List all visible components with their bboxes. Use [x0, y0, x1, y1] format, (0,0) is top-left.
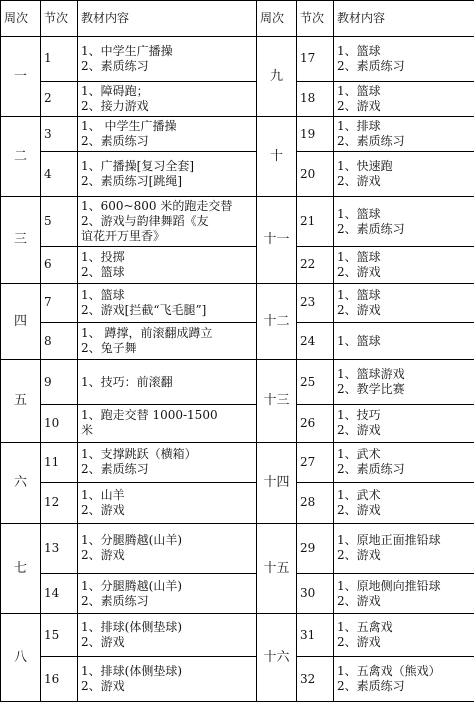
content-line: 1、 中学生广播操	[81, 119, 177, 134]
content-cell	[78, 323, 257, 360]
content-line: 1、篮球游戏	[337, 367, 405, 382]
content-cell	[334, 523, 474, 573]
content-line: 2、素质练习	[81, 58, 149, 73]
week-cell: 六	[1, 442, 41, 523]
content-cell	[78, 573, 257, 614]
content-cell	[78, 483, 257, 524]
content-line: 2、游戏	[337, 174, 381, 189]
content-line: 1、中学生广播操	[81, 43, 173, 58]
lesson-number: 8	[41, 323, 78, 360]
lesson-number: 1	[41, 37, 78, 82]
content-line: 1、篮球	[337, 83, 381, 98]
lesson-number: 24	[297, 323, 334, 360]
header-lesson: 节次	[297, 1, 334, 37]
content-cell	[78, 657, 257, 702]
content-line: 2、游戏	[337, 423, 381, 438]
content-line: 2、游戏	[337, 98, 381, 113]
lesson-number: 21	[297, 197, 334, 247]
content-line: 2、教学比赛	[337, 382, 405, 397]
lesson-number: 16	[41, 657, 78, 702]
lesson-number: 15	[41, 614, 78, 657]
content-line: 1、排球(体侧垫球)	[81, 664, 182, 679]
content-line: 2、素质练习	[337, 134, 405, 149]
content-cell	[334, 483, 474, 524]
lesson-number: 9	[41, 360, 78, 405]
content-line: 谊花开万里香》	[81, 229, 166, 244]
content-cell	[334, 152, 474, 197]
table-row	[1, 360, 474, 405]
content-line: 1、原地侧向推铅球	[337, 578, 441, 593]
content-line: 1、投掷	[81, 249, 125, 264]
content-cell	[78, 442, 257, 483]
content-line: 1、技巧：前滚翻	[81, 374, 173, 389]
table-row	[1, 573, 474, 614]
content-cell	[334, 442, 474, 483]
week-cell: 十六	[257, 614, 297, 702]
content-line: 2、游戏	[337, 502, 381, 517]
header-row	[1, 1, 474, 37]
content-cell	[78, 152, 257, 197]
content-cell	[334, 117, 474, 152]
header-week: 周次	[1, 1, 41, 37]
table-row	[1, 81, 474, 116]
lesson-number: 2	[41, 81, 78, 116]
content-cell	[334, 614, 474, 657]
content-line: 1、跑走交替 1000-1500	[81, 408, 218, 423]
table-row	[1, 152, 474, 197]
lesson-number: 17	[297, 37, 334, 82]
header-content: 教材内容	[334, 1, 474, 37]
week-cell: 十	[257, 117, 297, 197]
lesson-number: 3	[41, 117, 78, 152]
lesson-number: 20	[297, 152, 334, 197]
content-line: 2、素质练习	[337, 221, 405, 236]
content-line: 1、山羊	[81, 487, 125, 502]
table-row	[1, 247, 474, 283]
content-cell	[78, 523, 257, 573]
content-cell	[78, 283, 257, 322]
header-lesson: 节次	[41, 1, 78, 37]
content-cell	[334, 360, 474, 405]
content-line: 1、障碍跑；	[81, 83, 149, 98]
lesson-number: 27	[297, 442, 334, 483]
content-line: 2、游戏	[81, 502, 125, 517]
content-line: 米	[81, 423, 94, 438]
content-cell	[334, 405, 474, 442]
table-row	[1, 657, 474, 702]
content-line: 2、素质练习[跳绳]	[81, 174, 182, 189]
content-cell	[334, 323, 474, 360]
content-line: 1、排球	[337, 119, 381, 134]
lesson-number: 11	[41, 442, 78, 483]
lesson-number: 7	[41, 283, 78, 322]
week-cell: 十二	[257, 283, 297, 360]
content-line: 1、 蹲撑，前滚翻成蹲立	[81, 326, 213, 341]
week-cell: 一	[1, 37, 41, 117]
content-line: 2、游戏	[81, 679, 125, 694]
table-row	[1, 37, 474, 82]
lesson-number: 32	[297, 657, 334, 702]
content-cell	[78, 81, 257, 116]
week-cell: 十五	[257, 523, 297, 614]
table-row	[1, 117, 474, 152]
content-line: 1、五禽戏	[337, 620, 393, 635]
table-row	[1, 523, 474, 573]
content-line: 2、游戏	[81, 635, 125, 650]
table-row	[1, 483, 474, 524]
content-line: 2、游戏	[337, 635, 381, 650]
content-line: 1、技巧	[337, 408, 381, 423]
content-line: 1、广播操[复习全套]	[81, 159, 194, 174]
content-line: 2、游戏	[81, 548, 125, 563]
content-line: 1、排球(体侧垫球)	[81, 620, 182, 635]
content-line: 2、素质练习	[81, 462, 149, 477]
content-line: 1、600~800 米的跑走交替	[81, 199, 233, 214]
lesson-number: 19	[297, 117, 334, 152]
lesson-number: 31	[297, 614, 334, 657]
content-line: 1、篮球	[337, 287, 381, 302]
content-line: 2、游戏	[337, 548, 381, 563]
content-line: 1、武术	[337, 447, 381, 462]
content-line: 2、素质练习	[81, 134, 149, 149]
content-line: 2、素质练习	[81, 593, 149, 608]
content-cell	[334, 37, 474, 82]
lesson-number: 14	[41, 573, 78, 614]
content-cell	[78, 117, 257, 152]
content-cell	[334, 657, 474, 702]
table-row	[1, 405, 474, 442]
week-cell: 十四	[257, 442, 297, 523]
content-line: 2、游戏	[337, 593, 381, 608]
content-line: 1、篮球	[81, 287, 125, 302]
content-cell	[334, 573, 474, 614]
content-line: 2、篮球	[81, 264, 125, 279]
lesson-number: 5	[41, 197, 78, 247]
lesson-number: 25	[297, 360, 334, 405]
lesson-number: 23	[297, 283, 334, 322]
table-row	[1, 197, 474, 247]
content-line: 1、武术	[337, 487, 381, 502]
lesson-number: 30	[297, 573, 334, 614]
content-line: 1、篮球	[337, 206, 381, 221]
content-line: 2、素质练习	[337, 679, 405, 694]
content-cell	[78, 247, 257, 283]
content-line: 1、五禽戏（熊戏）	[337, 664, 441, 679]
week-cell: 八	[1, 614, 41, 702]
content-line: 2、接力游戏	[81, 98, 149, 113]
lesson-number: 12	[41, 483, 78, 524]
lesson-number: 28	[297, 483, 334, 524]
table-row	[1, 283, 474, 322]
week-cell: 十三	[257, 360, 297, 442]
content-line: 2、素质练习	[337, 58, 405, 73]
week-cell: 四	[1, 283, 41, 360]
week-cell: 五	[1, 360, 41, 442]
content-line: 1、篮球	[337, 249, 381, 264]
content-cell	[78, 37, 257, 82]
content-line: 1、分腿腾越(山羊)	[81, 533, 182, 548]
content-line: 1、支撑跳跃（横箱）	[81, 447, 197, 462]
content-line: 2、游戏[拦截“飞毛腿”]	[81, 302, 207, 317]
content-line: 2、游戏与韵律舞蹈《友	[81, 214, 209, 229]
lesson-number: 29	[297, 523, 334, 573]
lesson-number: 26	[297, 405, 334, 442]
content-cell	[334, 197, 474, 247]
week-cell: 三	[1, 197, 41, 283]
table-row	[1, 442, 474, 483]
content-line: 1、原地正面推铅球	[337, 533, 441, 548]
content-cell	[334, 81, 474, 116]
table-row	[1, 323, 474, 360]
week-cell: 九	[257, 37, 297, 117]
content-cell	[78, 360, 257, 405]
content-cell	[78, 405, 257, 442]
content-line: 1、篮球	[337, 43, 381, 58]
lesson-number: 13	[41, 523, 78, 573]
lesson-number: 6	[41, 247, 78, 283]
content-cell	[78, 197, 257, 247]
lesson-number: 10	[41, 405, 78, 442]
week-cell: 二	[1, 117, 41, 197]
lesson-number: 22	[297, 247, 334, 283]
content-cell	[334, 283, 474, 322]
content-line: 1、快速跑	[337, 159, 393, 174]
content-line: 2、游戏	[337, 264, 381, 279]
lesson-number: 18	[297, 81, 334, 116]
content-cell	[78, 614, 257, 657]
lesson-number: 4	[41, 152, 78, 197]
content-line: 1、分腿腾越(山羊)	[81, 578, 182, 593]
content-line: 2、兔子舞	[81, 341, 137, 356]
header-content: 教材内容	[78, 1, 257, 37]
content-line: 2、游戏	[337, 302, 381, 317]
table-row	[1, 614, 474, 657]
week-cell: 十一	[257, 197, 297, 283]
week-cell: 七	[1, 523, 41, 614]
content-line: 2、素质练习	[337, 462, 405, 477]
content-line: 1、篮球	[337, 333, 381, 348]
header-week: 周次	[257, 1, 297, 37]
content-cell	[334, 247, 474, 283]
